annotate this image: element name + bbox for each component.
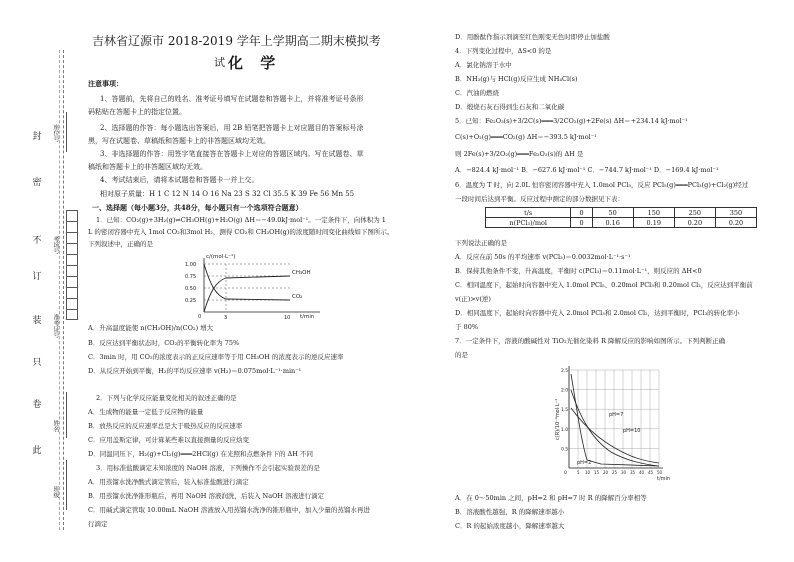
q2-option: B．放热反应的反应速率总是大于吸热反应的反应速率 bbox=[88, 422, 243, 430]
fig2-series-label: pH=10 bbox=[623, 428, 641, 434]
notes-heading: 注意事项： bbox=[88, 79, 123, 88]
q4-stem: 4．下列变化过程中，ΔS<0 的是 bbox=[455, 47, 552, 55]
fig1-y-tick: 0.75 bbox=[185, 274, 197, 280]
fig2-x-tick: 50 bbox=[657, 470, 663, 475]
seal-dash-line bbox=[63, 50, 64, 530]
q1-option-a: A．升高温度能使 n(CH₃OH)/n(CO₂) 增大 bbox=[88, 324, 214, 332]
table-cell: 0 bbox=[571, 218, 592, 228]
table-cell: n(PCl₃)/mol bbox=[486, 218, 571, 228]
q3-option: 行滴定 bbox=[88, 520, 108, 528]
q7-option: A．在 0～50min 之间，pH=2 和 pH=7 时 R 的降解百分率相等 bbox=[455, 494, 647, 502]
fig2-y-tick: 1.0 bbox=[561, 427, 569, 433]
q5-line: 5．已知：Fe₂O₃(s)+3/2C(s)═══3/2CO₂(g)+2Fe(s) ΔH＝+234.14 kJ·mol⁻¹ bbox=[455, 117, 688, 125]
fig2-y-tick: 2.5 bbox=[561, 369, 569, 374]
q6-data-table bbox=[485, 207, 757, 228]
table-row bbox=[486, 218, 757, 228]
q6-option: B．保持其他条件不变，升高温度，平衡时 c(PCl₃)＝0.11mol·L⁻¹，则反应的 ΔH<0 bbox=[455, 267, 702, 275]
seat-number-label: 座位号 bbox=[52, 124, 59, 142]
exam-room-label: 考场号 bbox=[52, 236, 59, 254]
q3-option: A．用蒸馏水洗净酸式滴定管后，装入标准盐酸进行滴定 bbox=[88, 478, 249, 486]
id-number-grid[interactable] bbox=[66, 210, 78, 320]
seal-char: 只 bbox=[32, 358, 42, 368]
subject-title: 化 学 bbox=[228, 54, 282, 72]
q7-stem: 7．一定条件下，溶液的酸碱性对 TiO₂光催化染料 R 降解反应的影响如图所示。下列判断正确 bbox=[455, 337, 726, 345]
fig2-x-label: t/min bbox=[657, 476, 671, 482]
note-line: 稿纸和答题卡上的非答题区域均无效。 bbox=[88, 163, 207, 171]
q6-question: 下列说法正确的是 bbox=[455, 239, 507, 247]
table-cell: 0.16 bbox=[592, 218, 633, 228]
q5-options: A．−824.4 kJ·mol⁻¹ B．−627.6 kJ·mol⁻¹ C．−744.7 kJ·mol⁻¹ D．−169.4 kJ·mol⁻¹ bbox=[455, 166, 719, 174]
table-cell: t/s bbox=[486, 208, 571, 218]
fig2-x-tick: 20 bbox=[603, 470, 609, 475]
table-cell: 0.20 bbox=[715, 218, 756, 228]
fig1-series-label: CH₃OH bbox=[292, 270, 311, 276]
atomic-mass-line: 相对原子质量：H 1 C 12 N 14 O 16 Na 23 S 32 Cl 35.5 K 39 Fe 56 Mn 55 bbox=[100, 190, 355, 198]
class-line[interactable] bbox=[66, 460, 67, 510]
co2-curve bbox=[204, 264, 290, 300]
seal-char: 密 bbox=[32, 178, 42, 188]
fig2-series-label: pH=2 bbox=[577, 460, 592, 466]
table-cell: 0 bbox=[571, 208, 592, 218]
ph2-curve bbox=[571, 374, 659, 466]
note-line: 3、非选择题的作答：用签字笔直接答在答题卡上对应的答题区域内。写在试题卷、草 bbox=[100, 150, 364, 158]
title-line-2-prefix: 试 bbox=[214, 56, 225, 69]
q4-option: B．NH₃(g)与 HCl(g)反应生成 NH₄Cl(s) bbox=[455, 75, 578, 83]
seal-char: 此 bbox=[32, 446, 42, 456]
q1-stem-line: 下列叙述中，正确的是 bbox=[88, 240, 153, 248]
q5-line: C(s)+O₂(g)═══CO₂(g) ΔH＝−393.5 kJ·mol⁻¹ bbox=[455, 133, 597, 141]
fig2-x-tick: 40 bbox=[639, 470, 645, 475]
q1-stem-line: L 的密闭容器中充入 1mol CO₂和3mol H₂，测得 CO₂和 CH₃OH(g)的浓度随时间变化曲线如下图所示。 bbox=[88, 228, 394, 236]
fig1-x-tick: 10 bbox=[284, 315, 291, 321]
note-line: 4、考试结束后，请将本试题卷和答题卡一并上交。 bbox=[100, 176, 259, 184]
q1-option-b: B．反应达到平衡状态时，CO₂的平衡转化率为 75% bbox=[88, 339, 240, 347]
q3-stem: 3．用标准盐酸滴定未知浓度的 NaOH 溶液，下列操作不会引起实验误差的是 bbox=[96, 464, 320, 472]
q2-option: D．同温同压下，H₂(g)+Cl₂(g)═══2HCl(g) 在光照和点燃条件下的 ΔH 不同 bbox=[88, 450, 313, 458]
fig2-x-tick: 30 bbox=[621, 470, 627, 475]
q2-stem: 2．下列与化学反应能量变化相关的叙述正确的是 bbox=[96, 394, 237, 402]
fig2-series-label: pH=7 bbox=[609, 412, 624, 418]
fig1-y-tick: 1.00 bbox=[185, 262, 197, 268]
note-line: 1、答题前，先将自己的姓名、准考证号填写在试题卷和答题卡上，并将准考证号条形 bbox=[100, 95, 364, 103]
q7-option: B．溶液酸性越强，R 的降解速率越小 bbox=[455, 508, 565, 516]
binding-strip bbox=[0, 0, 84, 562]
q1-concentration-graph bbox=[180, 252, 330, 322]
fig2-x-tick: 10 bbox=[585, 470, 591, 475]
q3-option-d: D．用酚酞作指示剂滴至红色刚变无色时即停止加盐酸 bbox=[455, 33, 610, 41]
table-cell: 250 bbox=[674, 208, 715, 218]
q6-stem-line: 6．温度为 T 时，向 2.0L 恒容密闭容器中充入 1.0mol PCl₅，反应 PCl₅(g)═══PCl₃(g)+Cl₂(g)经过 bbox=[455, 181, 749, 189]
note-line: 2、选择题的作答：每小题选出答案后，用 2B 铅笔把答题卡上对应题目的答案标号涂 bbox=[100, 124, 364, 132]
fig2-x-tick: 35 bbox=[630, 470, 636, 475]
table-cell: 150 bbox=[633, 208, 674, 218]
fig1-y-tick: 0.50 bbox=[185, 286, 197, 292]
ph7-curve bbox=[571, 390, 659, 466]
q1-option-d: D．从反应开始到平衡，H₂的平均反应速率 v(H₂)＝0.075mol·L⁻¹·min⁻¹ bbox=[88, 367, 302, 375]
fig2-y-tick: 2.0 bbox=[561, 388, 569, 394]
q3-option: B．用蒸馏水洗净锥形瓶后，再用 NaOH 溶液润洗，后装入 NaOH 溶液进行滴定 bbox=[88, 492, 325, 500]
fig2-y-label: c(R)/10⁻⁴mol·L⁻¹ bbox=[555, 398, 561, 440]
seat-number-line[interactable] bbox=[66, 112, 67, 152]
q4-option: C．汽油的燃烧 bbox=[455, 89, 499, 97]
ch3oh-curve bbox=[204, 276, 290, 312]
table-row bbox=[486, 208, 757, 218]
fig2-x-tick: 25 bbox=[612, 470, 618, 475]
name-line[interactable] bbox=[66, 392, 67, 438]
seal-char: 不 bbox=[32, 236, 42, 246]
fig2-x-tick: 45 bbox=[648, 470, 654, 475]
table-cell: 350 bbox=[715, 208, 756, 218]
title-line-1: 吉林省辽源市 2018-2019 学年上学期高二期末模拟考 bbox=[92, 34, 381, 48]
table-cell: 0.20 bbox=[674, 218, 715, 228]
name-label: 姓名 bbox=[52, 420, 59, 432]
fig2-x-tick: 15 bbox=[594, 470, 600, 475]
seal-char: 订 bbox=[32, 272, 42, 282]
fig1-y-tick: 0.25 bbox=[185, 298, 197, 304]
q7-degradation-graph bbox=[541, 360, 681, 484]
q4-option: D．煅烧石灰石得到生石灰和二氧化碳 bbox=[455, 103, 565, 111]
note-line: 码粘贴在答题卡上的指定位置。 bbox=[88, 108, 186, 116]
q6-stem-line: 一段时间后达到平衡。反应过程中测定的部分数据见下表： bbox=[455, 195, 624, 203]
candidate-number-label: 准考证号 bbox=[52, 314, 59, 338]
q4-option: A．氯化钠溶于水中 bbox=[455, 61, 512, 69]
q6-option: 于 80% bbox=[455, 323, 479, 331]
q7-stem-2: 的是 bbox=[455, 351, 468, 359]
table-cell: 50 bbox=[592, 208, 633, 218]
q6-option: A．反应在前 50s 的平均速率 v(PCl₃)＝0.0032mol·L⁻¹·s⁻¹ bbox=[455, 253, 631, 261]
q6-option: C．相同温度下，起始时向容器中充入 1.0mol PCl₅、0.20mol PCl₃和 0.20mol Cl₂，反应达到平衡前 bbox=[455, 281, 753, 289]
note-line: 黑，写在试题卷、草稿纸和答题卡上的非答题区域均无效。 bbox=[88, 137, 270, 145]
q2-option: A．生成物的能量一定低于反应物的能量 bbox=[88, 408, 204, 416]
class-label: 班级 bbox=[52, 486, 59, 498]
fig2-y-tick: 0 bbox=[564, 471, 567, 476]
fig1-y-tick: 0 bbox=[198, 314, 202, 320]
section-1-heading: 一、选择题（每小题3分，共48分，每小题只有一个选项符合题意） bbox=[92, 203, 303, 212]
table-cell: 0.19 bbox=[633, 218, 674, 228]
fig2-x-tick: 5 bbox=[577, 470, 580, 475]
seal-char: 装 bbox=[32, 316, 42, 326]
fig1-x-tick: 3 bbox=[224, 315, 228, 321]
seal-char: 封 bbox=[32, 132, 42, 142]
q1-stem-line: 1．已知：CO₂(g)+3H₂(g)⇌CH₃OH(g)+H₂O(g) ΔH＝−49.0kJ·mol⁻¹。一定条件下，向体积为 1 bbox=[96, 216, 386, 224]
q6-option: D．相同温度下，起始时向容器中充入 2.0mol PCl₃和 2.0mol Cl₂，达到平衡时，PCl₃的转化率小 bbox=[455, 309, 740, 317]
seal-dash-line-inner bbox=[59, 50, 60, 530]
q6-option: v(正)>v(逆) bbox=[455, 295, 491, 303]
q5-line: 则 2Fe(s)+3/2O₂(g)═══Fe₂O₃(s)的 ΔH 是 bbox=[455, 150, 584, 158]
fig1-y-label: c/(mol·L⁻¹) bbox=[206, 254, 236, 260]
fig2-y-tick: 0.5 bbox=[561, 447, 569, 453]
q3-option: C．用碱式滴定管取 10.00mL NaOH 溶液放入用蒸馏水洗净的锥形瓶中，加入少量的蒸馏水再进 bbox=[88, 506, 370, 514]
seal-char: 卷 bbox=[32, 400, 42, 410]
q7-option: C．R 的起始浓度越小，降解速率越大 bbox=[455, 522, 565, 530]
fig2-y-tick: 1.5 bbox=[561, 408, 569, 414]
q2-option: C．应用盖斯定律，可计算某些难以直接测量的反应焓变 bbox=[88, 436, 249, 444]
fig1-x-label: t/min bbox=[300, 314, 315, 320]
fig1-series-label: CO₂ bbox=[292, 294, 303, 300]
q1-option-c: C．3min 时，用 CO₂的浓度表示的正反应速率等于用 CH₃OH 的浓度表示的逆反应速率 bbox=[88, 353, 344, 361]
